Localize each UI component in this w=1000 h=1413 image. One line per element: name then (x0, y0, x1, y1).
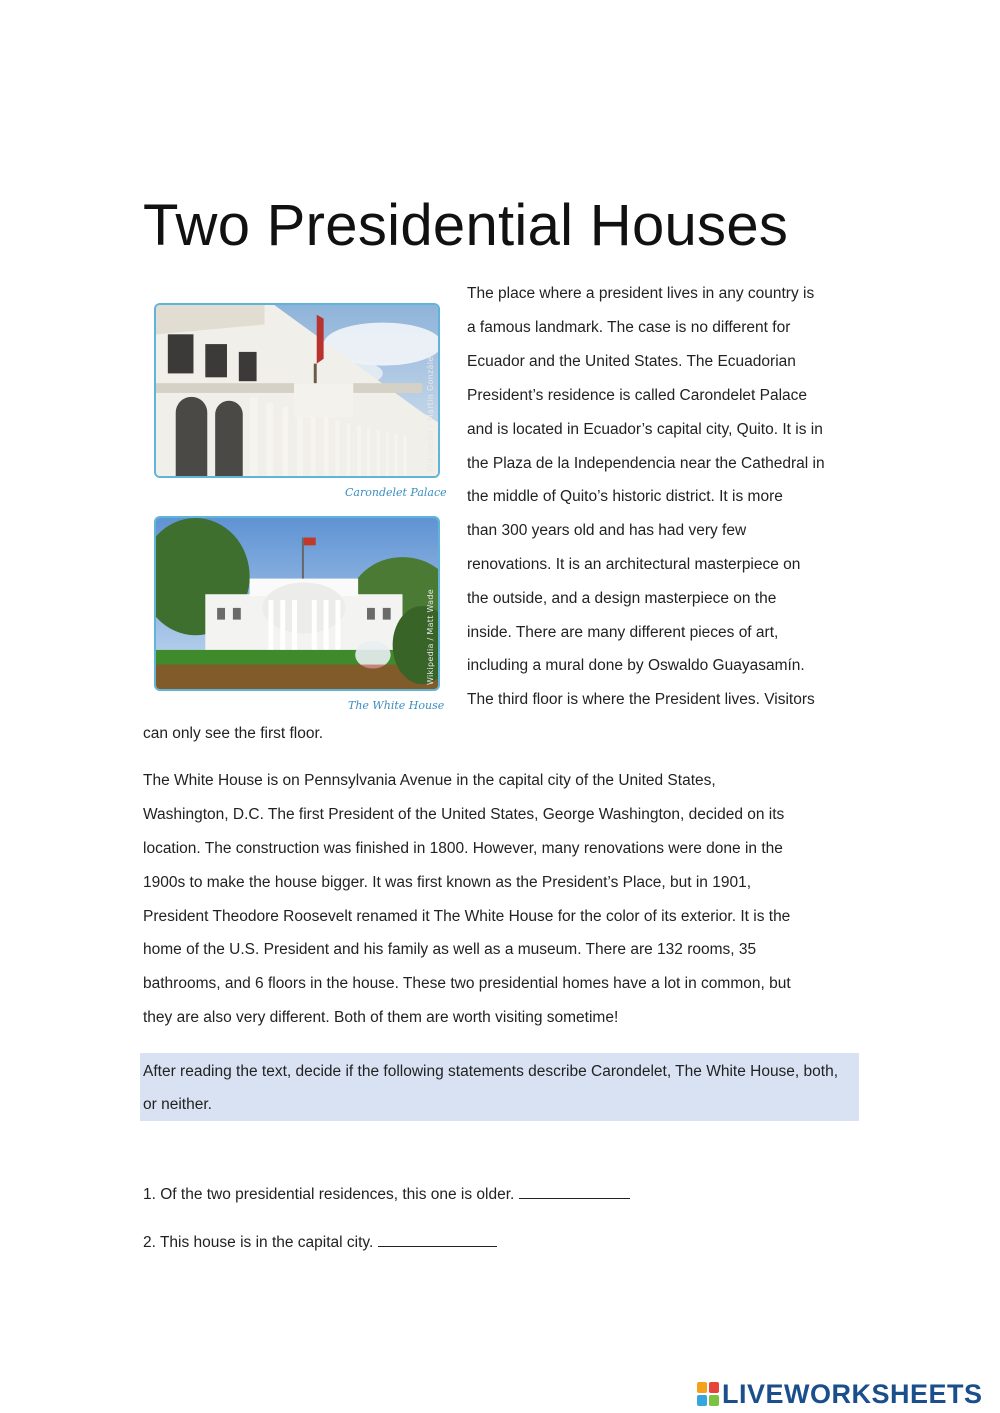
intro-text-line: a famous landmark. The case is no different for (467, 319, 791, 336)
carondelet-palace-image (154, 303, 440, 478)
question-2-text: 2. This house is in the capital city. (143, 1234, 374, 1251)
intro-text-line: and is located in Ecuador’s capital city, Quito. It is in (467, 421, 823, 438)
white-house-text-line: 1900s to make the house bigger. It was first known as the President’s Place, but in 1901, (143, 874, 752, 891)
question-1-text: 1. Of the two presidential residences, this one is older. (143, 1186, 515, 1203)
intro-text-line: The place where a president lives in any country is (467, 285, 815, 302)
logo-block (709, 1395, 719, 1406)
carondelet-caption: Carondelet Palace (345, 486, 447, 499)
liveworksheets-logo (697, 1379, 983, 1409)
intro-text-line: including a mural done by Oswaldo Guayasamín. (467, 657, 805, 674)
logo-mark-icon (697, 1382, 719, 1406)
white-house-text-line: President Theodore Roosevelt renamed it The White House for the color of its exterior. It is the (143, 908, 791, 925)
logo-block (709, 1382, 719, 1393)
intro-text-line: inside. There are many different pieces of art, (467, 624, 779, 641)
question-2 (143, 1232, 497, 1252)
white-house-image (154, 516, 440, 691)
white-house-text-line: Washington, D.C. The first President of the United States, George Washington, decided on its (143, 806, 785, 823)
intro-text-line: President’s residence is called Carondelet Palace (467, 387, 808, 404)
logo-block (697, 1382, 707, 1393)
white-house-caption: The White House (348, 699, 445, 712)
instruction-box: After reading the text, decide if the following statements describe Carondelet, The White House, both, or neither. (140, 1053, 859, 1121)
answer-1-input[interactable] (519, 1184, 630, 1199)
logo-text: LIVEWORKSHEETS (722, 1378, 983, 1409)
white-house-text-line: The White House is on Pennsylvania Avenue in the capital city of the United States, (143, 772, 716, 789)
white-house-text-line: location. The construction was finished in 1800. However, many renovations were done in the (143, 840, 783, 857)
intro-text-line: Ecuador and the United States. The Ecuadorian (467, 353, 796, 370)
answer-2-input[interactable] (378, 1232, 497, 1247)
page-title: Two Presidential Houses (143, 193, 789, 258)
white-house-text-line: bathrooms, and 6 floors in the house. These two presidential homes have a lot in common, but (143, 975, 791, 992)
intro-text-line: the middle of Quito’s historic district. It is more (467, 488, 783, 505)
intro-text-line: can only see the first floor. (143, 725, 324, 742)
intro-text-line: the outside, and a design masterpiece on the (467, 590, 777, 607)
question-1 (143, 1184, 630, 1204)
image-credit: Wikipedia / Matt Wade (426, 588, 435, 685)
intro-text-line: renovations. It is an architectural masterpiece on (467, 556, 801, 573)
intro-text-line: the Plaza de la Independencia near the Cathedral in (467, 455, 825, 472)
white-house-text-line: they are also very different. Both of them are worth visiting sometime! (143, 1009, 619, 1026)
intro-text-line: The third floor is where the President lives. Visitors (467, 691, 815, 708)
logo-block (697, 1395, 707, 1406)
image-credit: Wikipedia / Martin González (426, 352, 435, 472)
white-house-text-line: home of the U.S. President and his family as well as a museum. There are 132 rooms, 35 (143, 941, 757, 958)
intro-text-line: than 300 years old and has had very few (467, 522, 747, 539)
